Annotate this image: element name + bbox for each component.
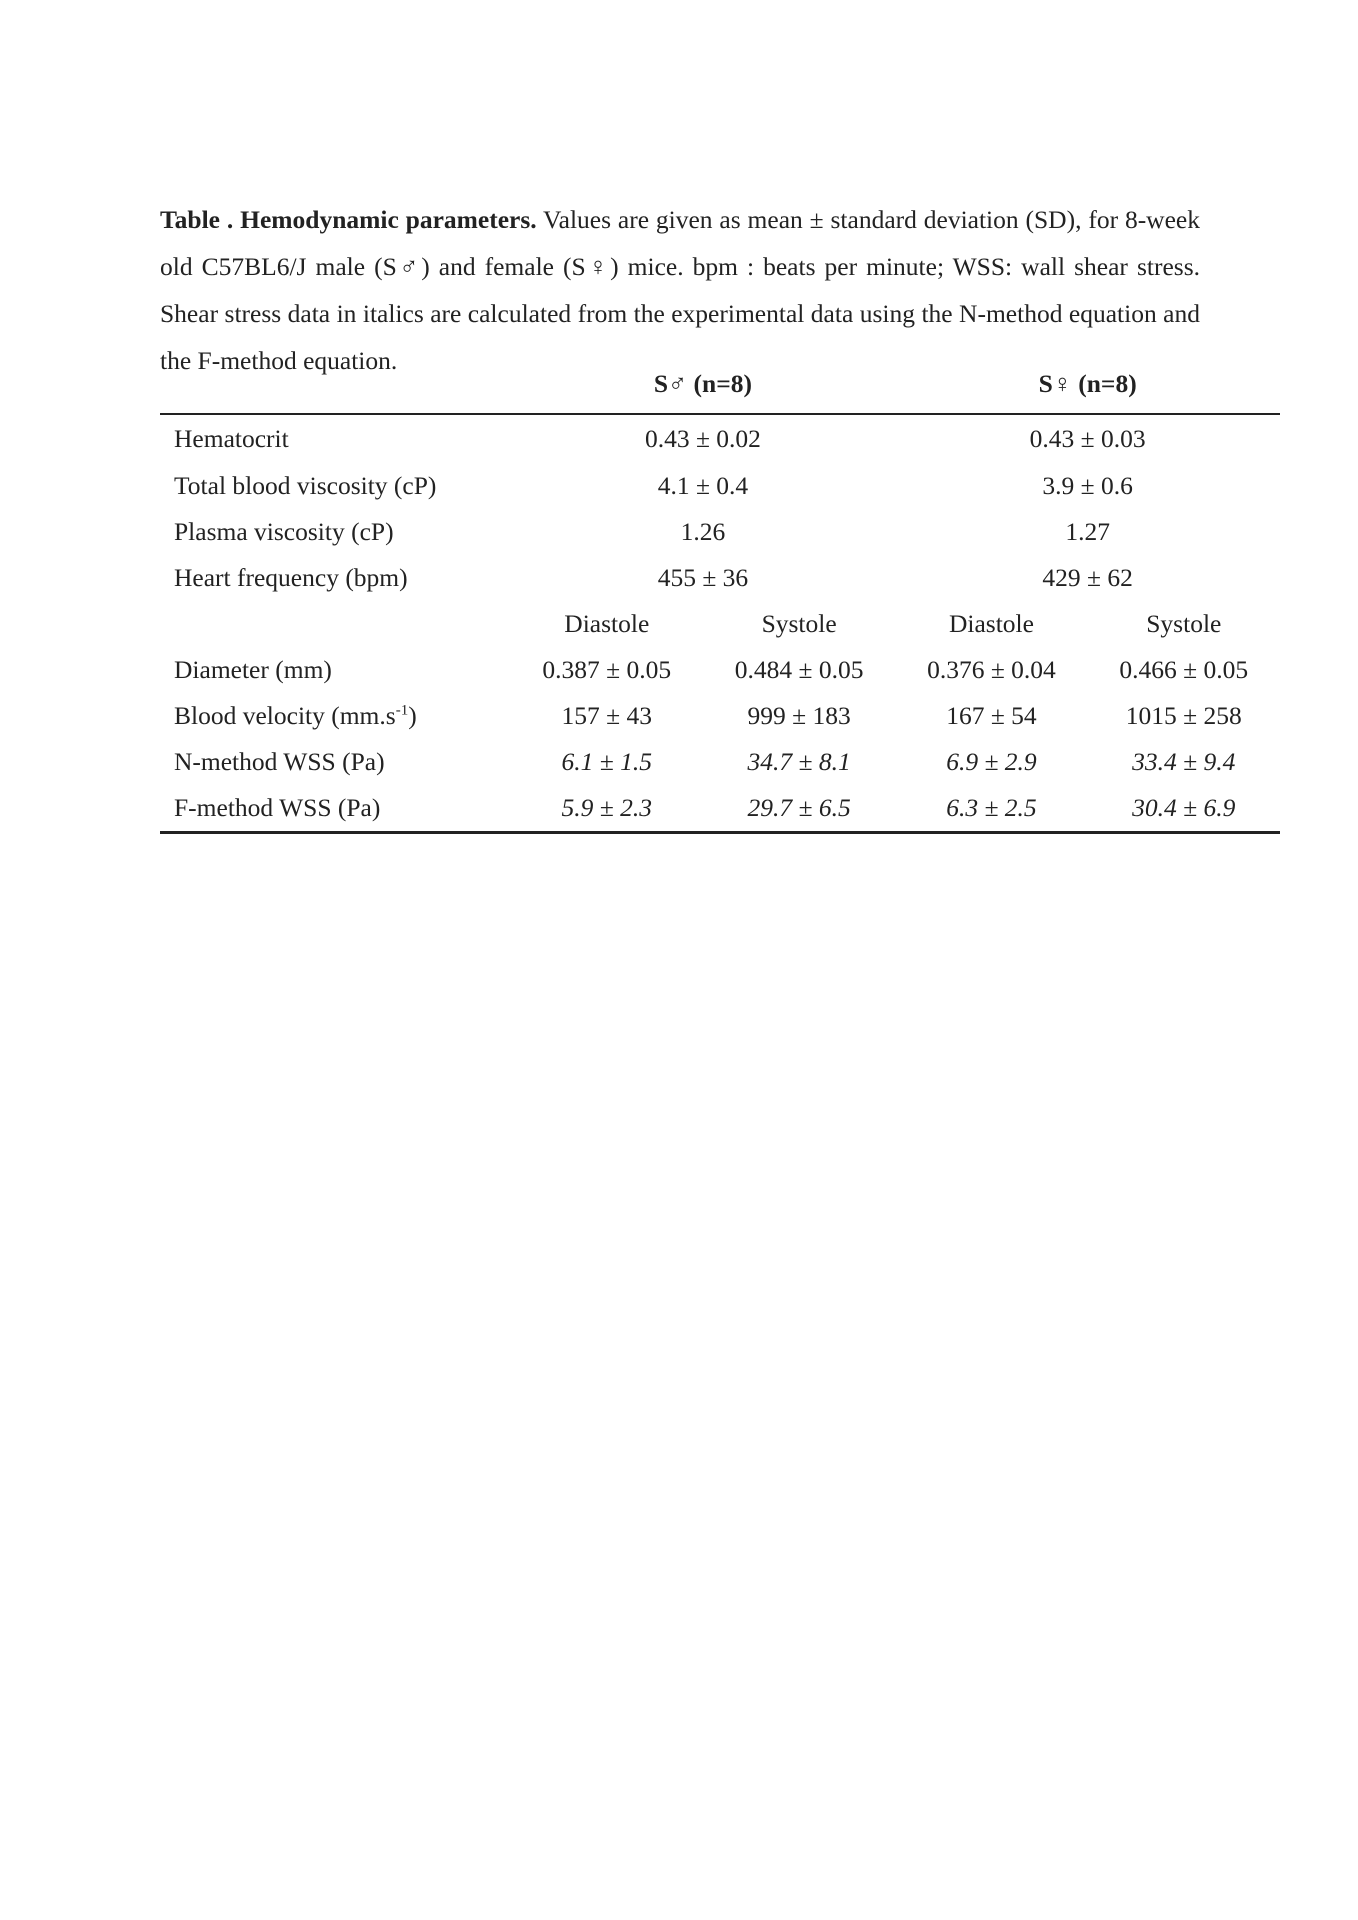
table-row — [160, 463, 1280, 509]
phase-header-empty-cell — [160, 601, 511, 647]
male-value: 0.43 ± 0.02 — [644, 424, 761, 453]
male-diastole-value: 157 ± 43 — [561, 701, 653, 730]
male-systole-value: 29.7 ± 6.5 — [703, 785, 895, 833]
row-label: Hematocrit — [174, 424, 289, 453]
row-label: Plasma viscosity (cP) — [174, 517, 394, 546]
female-diastole-value: 0.376 ± 0.04 — [927, 655, 1056, 684]
hemodynamic-table — [160, 355, 1280, 834]
female-systole-value: 1015 ± 258 — [1125, 701, 1242, 730]
male-systole-value: 0.484 ± 0.05 — [734, 655, 864, 684]
female-diastole-value: 6.9 ± 2.9 — [946, 747, 1037, 776]
male-systole-value: 34.7 ± 8.1 — [747, 747, 851, 776]
male-diastole-value: 5.9 ± 2.3 — [511, 785, 703, 833]
caption-title: Table . Hemodynamic parameters. — [160, 204, 537, 234]
female-value: 3.9 ± 0.6 — [1042, 471, 1133, 500]
group-header-female: S♀ (n=8) — [895, 355, 1280, 414]
phase-header-female-systole: Systole — [1146, 609, 1222, 638]
female-value: 0.43 ± 0.03 — [1029, 424, 1146, 453]
male-value: 1.26 — [680, 517, 726, 546]
male-diastole-value: 0.387 ± 0.05 — [542, 655, 672, 684]
caption-text: Values are given as mean ± standard deviation (SD), for 8-week old C57BL6/J male (S♂) and female (S♀) mice. bpm : beats per minute; WSS: wall shear stress. Shear stress data in italics are calculated from the experimental data using the N-method equation and the F-method equation. — [160, 204, 1200, 375]
table-row — [160, 693, 1280, 739]
female-value: 1.27 — [1065, 517, 1110, 546]
female-systole-value: 30.4 ± 6.9 — [1088, 785, 1280, 833]
row-label: Diameter (mm) — [174, 655, 332, 684]
row-label: N-method WSS (Pa) — [174, 747, 385, 776]
phase-header-male-systole: Systole — [761, 609, 837, 638]
row-label-main: Blood velocity (mm.s — [174, 701, 396, 730]
female-systole-value: 0.466 ± 0.05 — [1119, 655, 1249, 684]
table-row — [160, 414, 1280, 463]
female-diastole-value: 167 ± 54 — [946, 701, 1037, 730]
phase-header-female-diastole: Diastole — [948, 609, 1034, 638]
female-diastole-value: 6.3 ± 2.5 — [895, 785, 1087, 833]
table-row — [160, 785, 1280, 833]
group-header-male: S♂ (n=8) — [511, 355, 896, 414]
row-label: Heart frequency (bpm) — [174, 563, 408, 592]
female-systole-value: 33.4 ± 9.4 — [1132, 747, 1236, 776]
row-label: Total blood viscosity (cP) — [174, 471, 437, 500]
male-value: 455 ± 36 — [657, 563, 749, 592]
hemodynamic-table-wrapper — [160, 355, 1280, 834]
row-label-end: ) — [408, 701, 417, 730]
table-row — [160, 647, 1280, 693]
phase-header-row — [160, 601, 1280, 647]
male-diastole-value: 6.1 ± 1.5 — [561, 747, 653, 776]
table-group-header-row — [160, 355, 1280, 414]
row-label: F-method WSS (Pa) — [160, 785, 511, 833]
phase-header-male-diastole: Diastole — [564, 609, 650, 638]
row-label-superscript: -1 — [395, 702, 409, 719]
table-row — [160, 739, 1280, 785]
table-row — [160, 555, 1280, 601]
female-value: 429 ± 62 — [1042, 563, 1133, 592]
male-systole-value: 999 ± 183 — [747, 701, 851, 730]
male-value: 4.1 ± 0.4 — [657, 471, 749, 500]
header-empty-cell — [160, 355, 511, 414]
row-label — [160, 693, 511, 739]
table-row — [160, 509, 1280, 555]
